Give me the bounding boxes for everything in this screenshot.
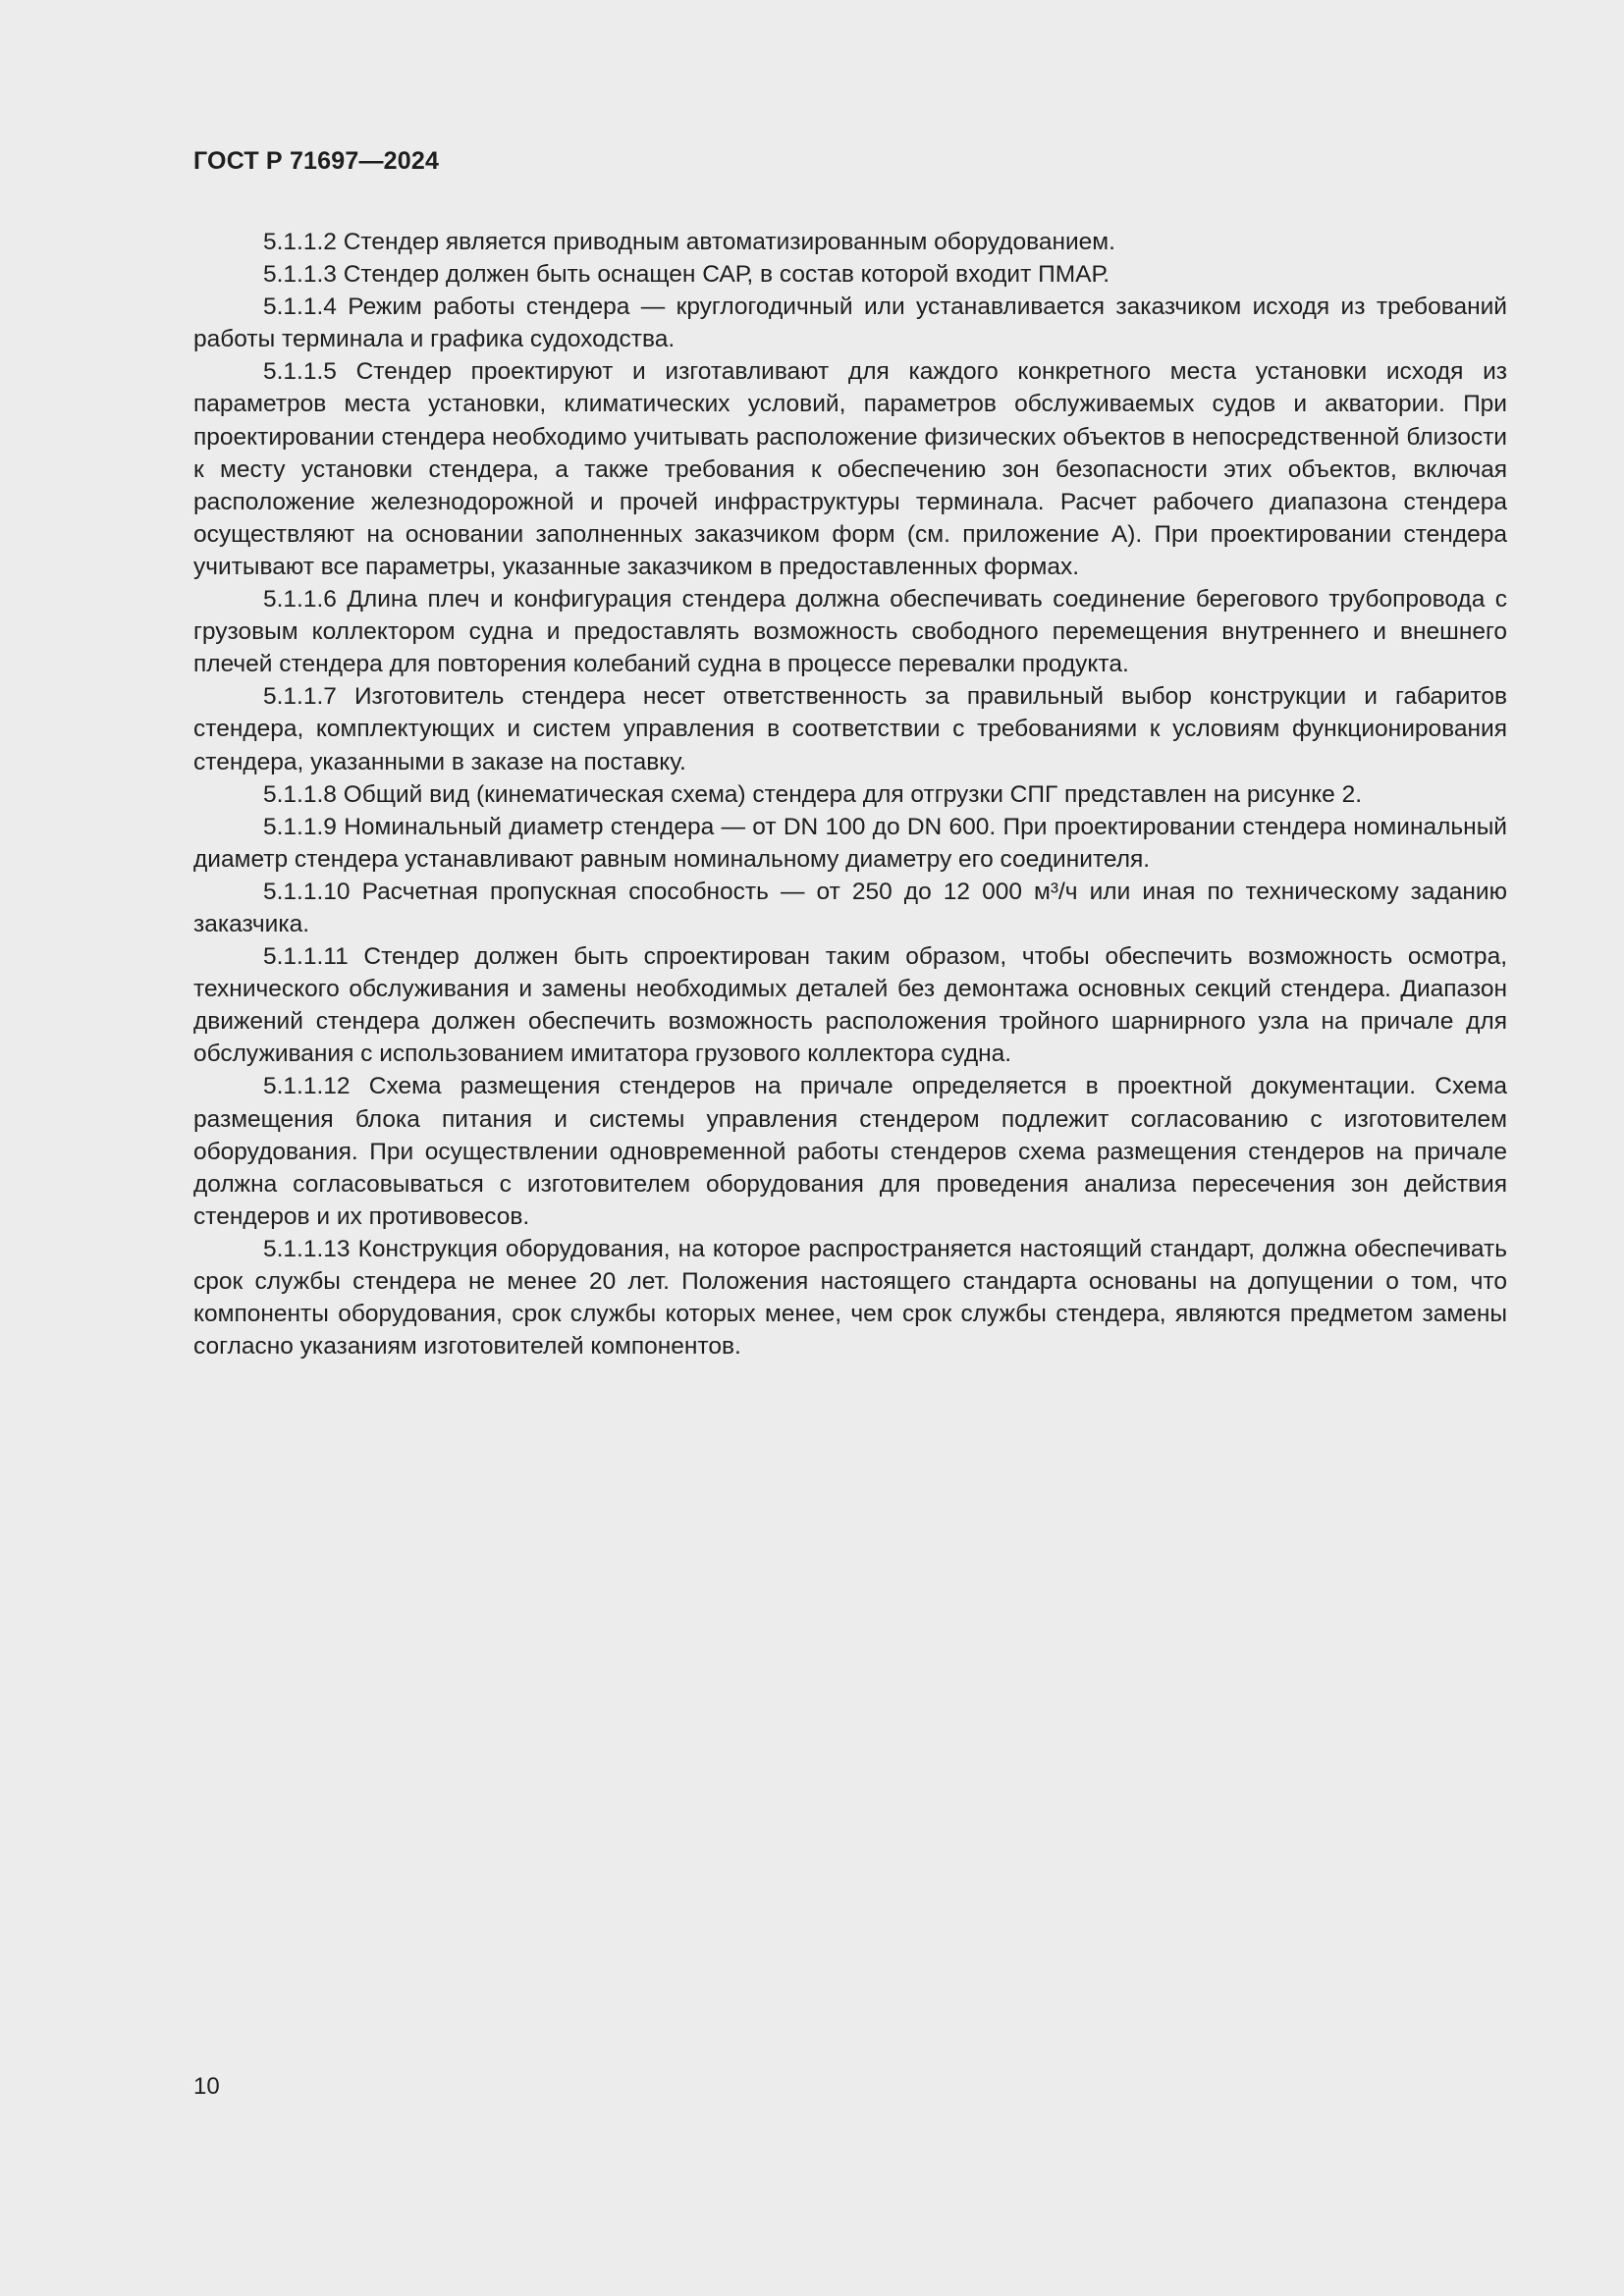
document-code-header: ГОСТ Р 71697—2024 <box>193 147 440 175</box>
paragraph-5-1-1-9: 5.1.1.9 Номинальный диаметр стендера — от DN 100 до DN 600. При проектировании стендера номинальный диаметр стендера устанавливают равным номинальному диаметру его соединителя. <box>193 813 1507 873</box>
paragraph-5-1-1-5: 5.1.1.5 Стендер проектируют и изготавливают для каждого конкретного места установки исходя из параметров места установки, климатических условий, параметров обслуживаемых судов и акватории. При проектировании стендера необходимо учитывать расположение физических объектов в непосредственной близости к месту установки стендера, а также требования к обеспечению зон безопасности этих объектов, включая расположение железнодорожной и прочей инфраструктуры терминала. Расчет рабочего диапазона стендера осуществляют на основании заполненных заказчиком форм (см. приложение А). При проектировании стендера учитывают все параметры, указанные заказчиком в предоставленных формах. <box>193 358 1507 580</box>
paragraph-5-1-1-4: 5.1.1.4 Режим работы стендера — круглогодичный или устанавливается заказчиком исходя из требований работы терминала и графика судоходства. <box>193 294 1507 353</box>
paragraph-5-1-1-10: 5.1.1.10 Расчетная пропускная способность — от 250 до 12 000 м³/ч или иная по техническому заданию заказчика. <box>193 878 1507 937</box>
paragraph-5-1-1-8: 5.1.1.8 Общий вид (кинематическая схема) стендера для отгрузки СПГ представлен на рисунке 2. <box>263 780 1363 808</box>
paragraph-5-1-1-7: 5.1.1.7 Изготовитель стендера несет ответственность за правильный выбор конструкции и габаритов стендера, комплектующих и систем управления в соответствии с требованиями к условиям функционирования стендера, указанными в заказе на поставку. <box>193 683 1507 775</box>
paragraph-5-1-1-11: 5.1.1.11 Стендер должен быть спроектирован таким образом, чтобы обеспечить возможность осмотра, технического обслуживания и замены необходимых деталей без демонтажа основных секций стендера. Диапазон движений стендера должен обеспечить возможность расположения тройного шарнирного узла на причале для обслуживания с использованием имитатора грузового коллектора судна. <box>193 943 1507 1068</box>
document-body <box>193 226 1507 1362</box>
paragraph-5-1-1-2: 5.1.1.2 Стендер является приводным автоматизированным оборудованием. <box>263 229 1115 255</box>
paragraph-5-1-1-6: 5.1.1.6 Длина плеч и конфигурация стендера должна обеспечивать соединение берегового трубопровода с грузовым коллектором судна и предоставлять возможность свободного перемещения внутреннего и внешнего плечей стендера для повторения колебаний судна в процессе перевалки продукта. <box>193 586 1507 678</box>
paragraph-5-1-1-13: 5.1.1.13 Конструкция оборудования, на которое распространяется настоящий стандарт, должна обеспечивать срок службы стендера не менее 20 лет. Положения настоящего стандарта основаны на допущении о том, что компоненты оборудования, срок службы которых менее, чем срок службы стендера, являются предметом замены согласно указаниям изготовителей компонентов. <box>193 1235 1507 1361</box>
page-number: 10 <box>193 2073 220 2100</box>
paragraph-5-1-1-12: 5.1.1.12 Схема размещения стендеров на причале определяется в проектной документации. Схема размещения блока питания и системы управления стендером подлежит согласованию с изготовителем оборудования. При осуществлении одновременной работы стендеров схема размещения стендеров на причале должна согласовываться с изготовителем оборудования для проведения анализа пересечения зон действия стендеров и их противовесов. <box>193 1073 1507 1230</box>
paragraph-5-1-1-3: 5.1.1.3 Стендер должен быть оснащен САР, в состав которой входит ПМАР. <box>263 261 1110 289</box>
